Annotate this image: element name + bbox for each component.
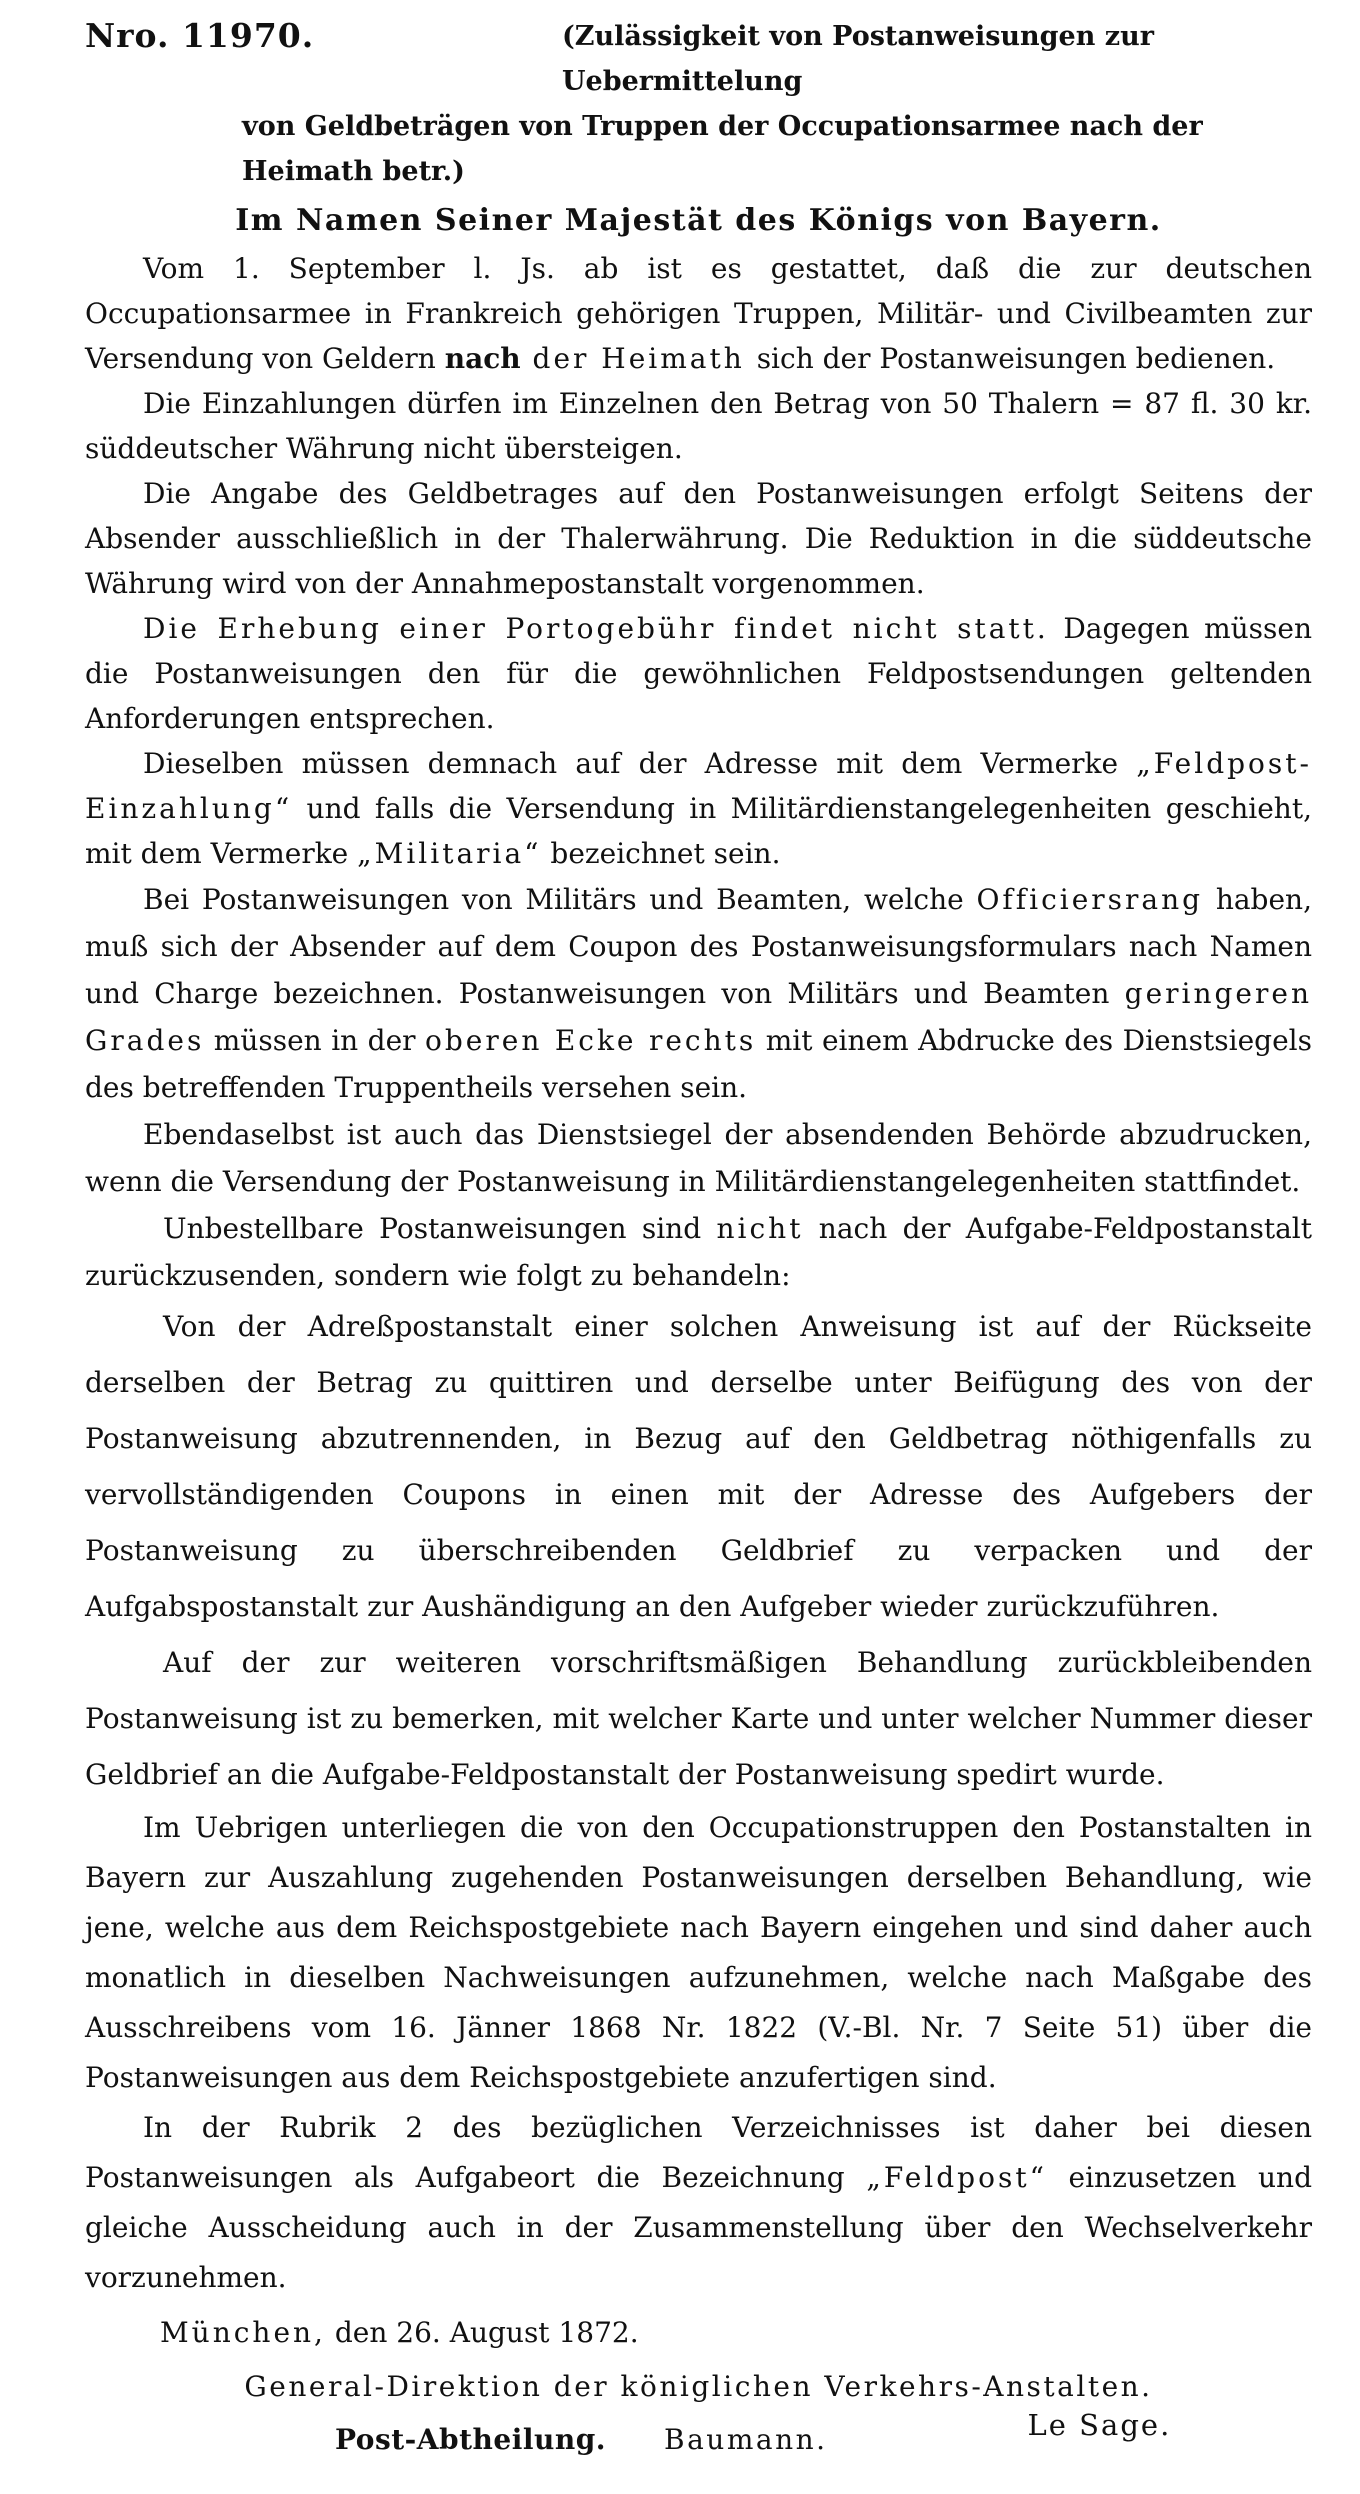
- text-run: In der Rubrik 2 des bezüglichen Verzeichnisses ist daher bei diesen Postanweisungen als Aufgabeort die Bezeichnung: [85, 2111, 1312, 2194]
- text-run-spaced: nicht: [716, 1212, 804, 1245]
- body-paragraph-10: [85, 1635, 1312, 1803]
- subject-line-2: von Geldbeträgen von Truppen der Occupationsarmee nach der Heimath betr.): [242, 111, 1203, 187]
- body-paragraph-3: [85, 471, 1312, 606]
- body-paragraph-1: [85, 246, 1312, 381]
- body-paragraph-2: [85, 381, 1312, 471]
- text-run: mit einem Abdrucke des Dienstsiegels des betreffenden Truppentheils versehen sein.: [85, 1024, 1312, 1104]
- body-paragraph-5: [85, 741, 1312, 876]
- text-run: Unbestellbare Postanweisungen sind: [163, 1212, 717, 1245]
- text-run: Vom 1. September l. Js. ab ist es gestattet, daß die zur deutschen Occupationsarmee in Frankreich gehörigen Truppen, Militär- und Civilbeamten zur Versendung von Geldern: [85, 252, 1312, 375]
- body-paragraph-12: [85, 2103, 1312, 2303]
- text-run: Die Angabe des Geldbetrages auf den Postanweisungen erfolgt Seitens der Absender ausschließlich in der Thalerwährung. Die Reduktion in die süddeutsche Währung wird von der Annahmepostanstalt vorgenommen.: [85, 477, 1312, 600]
- body-paragraph-8: [85, 1205, 1312, 1299]
- body-paragraph-11: [85, 1803, 1312, 2103]
- department-label: Post-Abtheilung.: [335, 2423, 607, 2456]
- text-run: haben, muß sich der Absender auf dem Coupon des Postanweisungsformulars nach Namen und Charge bezeichnen. Postanweisungen von Militärs und Beamten: [85, 883, 1312, 1010]
- text-run: Die Einzahlungen dürfen im Einzelnen den Betrag von 50 Thalern = 87 fl. 30 kr. süddeutscher Währung nicht übersteigen.: [85, 387, 1312, 465]
- subject-block: [242, 14, 1310, 194]
- body-paragraph-4: [85, 606, 1312, 741]
- text-run-bold: nach: [444, 342, 521, 375]
- text-run: bezeichnet sein.: [541, 837, 781, 870]
- text-run: und falls die Versendung in Militärdienstangelegenheiten geschieht, mit dem Vermerke: [85, 792, 1312, 870]
- text-run-spaced: „Feldpost-Einzahlung“: [85, 747, 1312, 825]
- text-run-spaced: Die Erhebung einer Portogebühr findet nicht statt.: [143, 612, 1049, 645]
- dateline-city: München,: [160, 2316, 326, 2349]
- text-run: Im Uebrigen unterliegen die von den Occupationstruppen den Postanstalten in Bayern zur Auszahlung zugehenden Postanweisungen derselben Behandlung, wie jene, welche aus dem Reichspostgebiete nach Bayern eingehen und sind daher auch monatlich in dieselben Nachweisungen aufzunehmen, welche nach Maßgabe des Ausschreibens vom 16. Jänner 1868 Nr. 1822 (V.-Bl. Nr. 7 Seite 51) über die Postanweisungen aus dem Reichspostgebiete anzufertigen sind.: [85, 1811, 1312, 2094]
- signature-baumann: Baumann.: [664, 2423, 828, 2456]
- body-paragraph-7: [85, 1111, 1312, 1205]
- document-number: Nro. 11970.: [85, 16, 315, 55]
- signature-le-sage: Le Sage.: [1027, 2408, 1172, 2442]
- text-run-spaced: oberen Ecke rechts: [425, 1024, 757, 1057]
- text-run: Dieselben müssen demnach auf der Adresse mit dem Vermerke: [143, 747, 1137, 780]
- text-run: nach der Aufgabe-Feldpostanstalt zurückzusenden, sondern wie folgt zu behandeln:: [85, 1212, 1312, 1292]
- text-run: Auf der zur weiteren vorschriftsmäßigen Behandlung zurückbleibenden Postanweisung ist zu bemerken, mit welcher Karte und unter welcher Nummer dieser Geldbrief an die Aufgabe-Feldpostanstalt der Postanweisung spedirt wurde.: [85, 1646, 1312, 1791]
- text-run: Von der Adreßpostanstalt einer solchen Anweisung ist auf der Rückseite derselben der Betrag zu quittiren und derselbe unter Beifügung des von der Postanweisung abzutrennenden, in Bezug auf den Geldbetrag nöthigenfalls zu vervollständigenden Coupons in einen mit der Adresse des Aufgebers der Postanweisung zu überschreibenden Geldbrief zu verpacken und der Aufgabspostanstalt zur Aushändigung an den Aufgeber wieder zurückzuführen.: [85, 1310, 1312, 1623]
- body-paragraph-9: [85, 1299, 1312, 1635]
- text-run-spaced: geringeren Grades: [85, 977, 1312, 1057]
- issuing-authority: General-Direktion der königlichen Verkehrs-Anstalten.: [244, 2370, 1153, 2403]
- text-run: Dagegen müssen die Postanweisungen den für die gewöhnlichen Feldpostsendungen geltenden Anforderungen entsprechen.: [85, 612, 1312, 735]
- text-run: Bei Postanweisungen von Militärs und Beamten, welche: [143, 883, 977, 916]
- body-paragraph-6: [85, 876, 1312, 1111]
- text-run-spaced: „Feldpost“: [866, 2161, 1047, 2194]
- text-run-spaced: „Militaria“: [357, 837, 542, 870]
- document-title: Im Namen Seiner Majestät des Königs von Bayern.: [235, 203, 1162, 238]
- text-run: müssen in der: [204, 1024, 426, 1057]
- subject-line-1: (Zulässigkeit von Postanweisungen zur Uebermittelung: [562, 21, 1154, 97]
- text-run: einzusetzen und gleiche Ausscheidung auch in der Zusammenstellung über den Wechselverkehr vorzunehmen.: [85, 2161, 1313, 2294]
- text-run: sich der Postanweisungen bedienen.: [756, 342, 1276, 375]
- text-run-spaced: Officiersrang: [976, 883, 1204, 916]
- signature-row: [85, 2408, 1312, 2464]
- text-run-spaced: der Heimath: [520, 342, 757, 375]
- dateline: [85, 2307, 1312, 2359]
- document-head: [85, 14, 1312, 194]
- text-run: Ebendaselbst ist auch das Dienstsiegel der absendenden Behörde abzudrucken, wenn die Versendung der Postanweisung in Militärdienstangelegenheiten stattfindet.: [85, 1118, 1312, 1198]
- dateline-date: den 26. August 1872.: [325, 2316, 639, 2349]
